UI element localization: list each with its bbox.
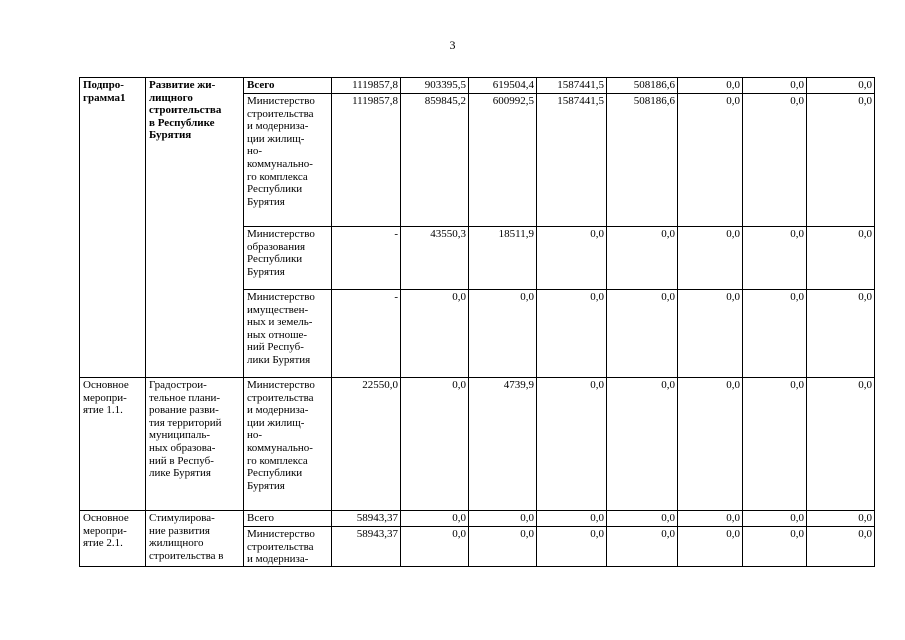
executor-cell: Министерство строительства и модерниза- ции жилищ- но- коммунально- го комплекса Республики Бурятия	[244, 378, 332, 511]
value-cell: 0,0	[469, 527, 537, 567]
executor-cell: Министерство строительства и модерниза- ции жилищ- но- коммунально- го комплекса Республики Бурятия	[244, 94, 332, 227]
value-cell: 4739,9	[469, 378, 537, 511]
value-cell: 508186,6	[607, 78, 678, 94]
value-cell: 22550,0	[332, 378, 401, 511]
program-name-cell: Градострои- тельное плани- рование разви- тия территорий муниципаль- ных образова- ний в Респуб- лике Бурятия	[146, 378, 244, 511]
value-cell: 0,0	[469, 290, 537, 378]
financing-table	[79, 77, 875, 567]
value-cell: 903395,5	[401, 78, 469, 94]
table-row	[80, 511, 875, 527]
value-cell: 0,0	[743, 378, 807, 511]
value-cell: 600992,5	[469, 94, 537, 227]
executor-cell: Министерство строительства и модерниза-	[244, 527, 332, 567]
program-name-cell: Развитие жи- лищного строительства в Республике Бурятия	[146, 78, 244, 378]
value-cell: 0,0	[743, 511, 807, 527]
executor-cell: Министерство имуществен- ных и земель- ных отноше- ний Респуб- лики Бурятия	[244, 290, 332, 378]
value-cell: 0,0	[678, 511, 743, 527]
program-name-cell: Стимулирова- ние развития жилищного строительства в	[146, 511, 244, 567]
program-code-cell: Основное меропри- ятие 1.1.	[80, 378, 146, 511]
value-cell: 859845,2	[401, 94, 469, 227]
value-cell: 0,0	[537, 290, 607, 378]
table-body	[80, 78, 875, 567]
value-cell: 1119857,8	[332, 78, 401, 94]
value-cell: 0,0	[469, 511, 537, 527]
value-cell: 0,0	[537, 227, 607, 290]
value-cell: -	[332, 290, 401, 378]
table-row	[80, 78, 875, 94]
value-cell: 0,0	[743, 227, 807, 290]
value-cell: 0,0	[743, 78, 807, 94]
value-cell: 0,0	[678, 94, 743, 227]
value-cell: 0,0	[807, 527, 875, 567]
value-cell: 58943,37	[332, 527, 401, 567]
value-cell: 0,0	[401, 378, 469, 511]
value-cell: 619504,4	[469, 78, 537, 94]
value-cell: 0,0	[678, 378, 743, 511]
executor-cell: Всего	[244, 511, 332, 527]
executor-cell: Министерство образования Республики Бурятия	[244, 227, 332, 290]
value-cell: 0,0	[678, 227, 743, 290]
table-row	[80, 378, 875, 511]
value-cell: 0,0	[537, 511, 607, 527]
value-cell: 0,0	[537, 527, 607, 567]
value-cell: 18511,9	[469, 227, 537, 290]
value-cell: 0,0	[607, 378, 678, 511]
value-cell: 0,0	[678, 290, 743, 378]
value-cell: 1119857,8	[332, 94, 401, 227]
value-cell: 0,0	[401, 290, 469, 378]
program-code-cell: Основное меропри- ятие 2.1.	[80, 511, 146, 567]
value-cell: -	[332, 227, 401, 290]
value-cell: 0,0	[743, 94, 807, 227]
value-cell: 0,0	[401, 511, 469, 527]
value-cell: 1587441,5	[537, 94, 607, 227]
value-cell: 0,0	[807, 227, 875, 290]
value-cell: 43550,3	[401, 227, 469, 290]
value-cell: 58943,37	[332, 511, 401, 527]
value-cell: 0,0	[537, 378, 607, 511]
value-cell: 0,0	[607, 290, 678, 378]
value-cell: 0,0	[607, 511, 678, 527]
page-number: 3	[449, 38, 456, 52]
value-cell: 0,0	[607, 227, 678, 290]
value-cell: 0,0	[607, 527, 678, 567]
program-code-cell: Подпро- грамма1	[80, 78, 146, 378]
value-cell: 0,0	[743, 527, 807, 567]
value-cell: 0,0	[807, 94, 875, 227]
value-cell: 0,0	[807, 511, 875, 527]
value-cell: 0,0	[678, 527, 743, 567]
executor-cell: Всего	[244, 78, 332, 94]
value-cell: 0,0	[807, 378, 875, 511]
value-cell: 0,0	[743, 290, 807, 378]
value-cell: 0,0	[401, 527, 469, 567]
value-cell: 0,0	[807, 290, 875, 378]
value-cell: 1587441,5	[537, 78, 607, 94]
value-cell: 0,0	[807, 78, 875, 94]
value-cell: 508186,6	[607, 94, 678, 227]
value-cell: 0,0	[678, 78, 743, 94]
